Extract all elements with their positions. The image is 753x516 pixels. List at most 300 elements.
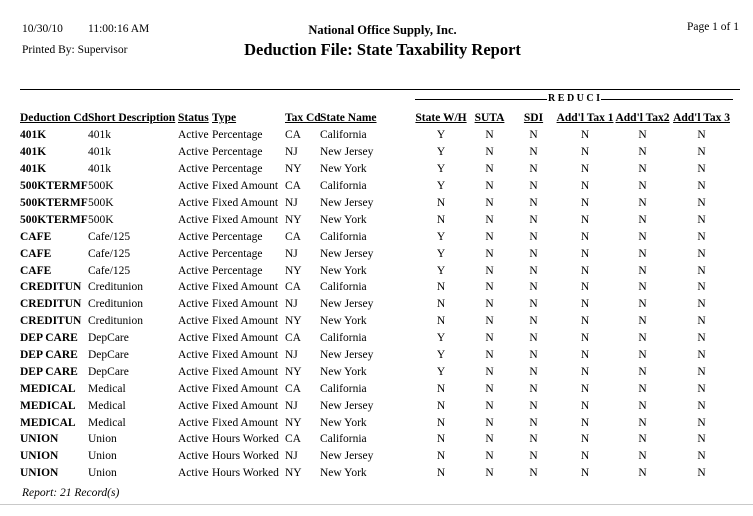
table-cell: 401k	[88, 146, 111, 159]
table-cell: N	[697, 163, 706, 176]
table-cell: N	[697, 264, 706, 277]
table-cell: New Jersey	[320, 450, 374, 463]
table-cell: N	[638, 281, 647, 294]
table-cell: California	[320, 180, 367, 193]
table-cell: Union	[88, 450, 117, 463]
table-cell: NY	[285, 365, 302, 378]
table-cell: NJ	[285, 298, 298, 311]
table-cell: N	[580, 467, 590, 480]
table-cell: N	[580, 315, 590, 328]
table-cell: Active	[178, 180, 209, 193]
table-cell: N	[638, 264, 647, 277]
table-cell: N	[485, 281, 494, 294]
table-cell: N	[529, 450, 538, 463]
table-cell: New York	[320, 163, 367, 176]
table-cell: N	[529, 433, 538, 446]
table-cell: Active	[178, 129, 209, 142]
table-cell: New York	[320, 213, 367, 226]
table-cell: N	[529, 332, 538, 345]
table-cell: N	[638, 365, 647, 378]
table-cell: Active	[178, 399, 209, 412]
table-cell: MEDICAL	[20, 399, 76, 412]
table-cell: N	[580, 180, 590, 193]
table-cell: N	[697, 197, 706, 209]
table-cell: N	[529, 467, 538, 480]
table-cell: DEP CARE	[20, 365, 78, 378]
table-cell: DepCare	[88, 349, 129, 362]
table-cell: Fixed Amount	[212, 197, 279, 209]
table-cell: Fixed Amount	[212, 349, 279, 362]
table-cell: N	[580, 399, 590, 412]
table-cell: Percentage	[212, 264, 263, 277]
table-cell: CREDITUN	[20, 298, 82, 311]
table-cell: N	[485, 416, 494, 429]
table-cell: New Jersey	[320, 146, 374, 159]
table-cell: N	[529, 315, 538, 328]
table-cell: NY	[285, 416, 302, 429]
table-cell: Hours Worked	[212, 433, 279, 446]
table-cell: New Jersey	[320, 399, 374, 412]
table-row	[20, 144, 733, 161]
table-cell: N	[580, 450, 590, 463]
table-cell: N	[697, 180, 706, 193]
table-cell: N	[485, 180, 494, 193]
table-cell: N	[580, 264, 590, 277]
table-cell: Fixed Amount	[212, 332, 279, 345]
table-cell: DEP CARE	[20, 349, 78, 362]
table-cell: N	[638, 349, 647, 362]
table-cell: Fixed Amount	[212, 298, 279, 311]
table-cell: Active	[178, 146, 209, 159]
page-number: Page 1 of 1	[686, 21, 739, 33]
table-cell: CA	[285, 230, 301, 243]
col-header-suta: SUTA	[474, 112, 505, 124]
table-cell: Fixed Amount	[212, 416, 279, 429]
table-cell: N	[529, 298, 538, 311]
table-row	[20, 363, 733, 380]
table-cell: N	[697, 349, 706, 362]
table-cell: N	[580, 433, 590, 446]
table-cell: Active	[178, 163, 209, 176]
table-cell: N	[697, 332, 706, 345]
table-cell: Cafe/125	[88, 264, 131, 277]
table-cell: N	[580, 247, 590, 260]
table-cell: N	[697, 230, 706, 243]
column-header-row	[20, 106, 733, 127]
table-cell: N	[638, 298, 647, 311]
table-cell: Active	[178, 467, 209, 480]
col-header-state-wh: State W/H	[415, 112, 467, 124]
table-cell: N	[638, 315, 647, 328]
table-cell: 401k	[88, 163, 111, 176]
table-cell: 500K	[88, 197, 114, 209]
table-cell: NJ	[285, 146, 298, 159]
table-cell: 500KTERMF	[20, 197, 88, 209]
table-cell: N	[697, 129, 706, 142]
table-cell: N	[436, 298, 446, 311]
table-cell: N	[529, 416, 538, 429]
table-cell: N	[485, 213, 494, 226]
table-cell: N	[697, 399, 706, 412]
table-cell: N	[436, 382, 446, 395]
table-cell: Creditunion	[88, 298, 143, 311]
table-cell: MEDICAL	[20, 382, 76, 395]
table-cell: Fixed Amount	[212, 399, 279, 412]
table-cell: N	[697, 213, 706, 226]
table-cell: N	[638, 467, 647, 480]
table-row	[20, 178, 733, 195]
record-count: Report: 21 Record(s)	[22, 487, 120, 499]
col-header-short-description: Short Description	[88, 112, 176, 124]
table-cell: NY	[285, 467, 302, 480]
table-row	[20, 313, 733, 330]
table-cell: N	[580, 230, 590, 243]
table-cell: Y	[436, 365, 446, 378]
table-cell: Percentage	[212, 129, 263, 142]
table-cell: N	[485, 365, 494, 378]
table-cell: N	[638, 197, 647, 209]
reduci-band	[415, 94, 733, 104]
table-cell: DepCare	[88, 332, 129, 345]
table-cell: N	[529, 213, 538, 226]
table-cell: 401K	[20, 129, 47, 142]
table-cell: Fixed Amount	[212, 180, 279, 193]
table-cell: New York	[320, 264, 367, 277]
table-cell: NJ	[285, 247, 298, 260]
table-cell: N	[485, 450, 494, 463]
table-row	[20, 465, 733, 482]
table-cell: N	[436, 281, 446, 294]
table-cell: N	[697, 416, 706, 429]
table-cell: N	[485, 264, 494, 277]
table-cell: Y	[436, 264, 446, 277]
table-cell: New Jersey	[320, 247, 374, 260]
table-cell: N	[580, 298, 590, 311]
col-header-state-name: State Name	[320, 112, 377, 124]
table-cell: Percentage	[212, 146, 263, 159]
group-header-row	[20, 92, 733, 106]
table-cell: N	[436, 467, 446, 480]
table-cell: N	[697, 467, 706, 480]
table-cell: California	[320, 281, 367, 294]
table-cell: Fixed Amount	[212, 382, 279, 395]
table-cell: N	[436, 315, 446, 328]
table-cell: N	[485, 129, 494, 142]
table-cell: California	[320, 382, 367, 395]
table-cell: N	[697, 315, 706, 328]
table-cell: Active	[178, 247, 209, 260]
table-cell: Active	[178, 416, 209, 429]
table-cell: Active	[178, 433, 209, 446]
table-cell: Active	[178, 365, 209, 378]
table-cell: N	[436, 450, 446, 463]
table-cell: Y	[436, 247, 446, 260]
col-header-tax-cd: Tax Cd	[285, 112, 321, 124]
col-header-addl-tax-1: Add'l Tax 1	[556, 112, 614, 124]
table-row	[20, 211, 733, 228]
table-cell: 401K	[20, 163, 47, 176]
table-cell: N	[529, 382, 538, 395]
table-row	[20, 296, 733, 313]
table-cell: N	[638, 332, 647, 345]
table-cell: N	[697, 433, 706, 446]
table-cell: New York	[320, 416, 367, 429]
table-cell: Creditunion	[88, 281, 143, 294]
table-cell: N	[580, 146, 590, 159]
table-cell: N	[529, 399, 538, 412]
print-date: 10/30/10	[22, 23, 63, 35]
table-cell: N	[529, 129, 538, 142]
table-cell: Percentage	[212, 230, 263, 243]
table-cell: N	[485, 298, 494, 311]
table-row	[20, 414, 733, 431]
table-cell: 500KTERMF	[20, 213, 88, 226]
group-header-spacer	[20, 92, 415, 106]
table-cell: Medical	[88, 416, 126, 429]
reduci-left-line	[415, 99, 547, 100]
table-cell: Active	[178, 281, 209, 294]
table-cell: New York	[320, 315, 367, 328]
table-cell: Y	[436, 332, 446, 345]
table-cell: N	[580, 382, 590, 395]
table-cell: Active	[178, 349, 209, 362]
table-cell: N	[485, 230, 494, 243]
table-cell: N	[485, 247, 494, 260]
table-cell: N	[638, 129, 647, 142]
table-cell: N	[580, 129, 590, 142]
table-cell: N	[485, 146, 494, 159]
table-cell: UNION	[20, 433, 59, 446]
table-cell: N	[638, 180, 647, 193]
col-header-status: Status	[178, 112, 209, 124]
table-cell: CAFE	[20, 230, 52, 243]
table-cell: NY	[285, 315, 302, 328]
table-cell: Fixed Amount	[212, 365, 279, 378]
table-cell: N	[529, 197, 538, 209]
table-cell: N	[529, 146, 538, 159]
table-cell: N	[529, 281, 538, 294]
table-cell: CAFE	[20, 264, 52, 277]
table-cell: Fixed Amount	[212, 213, 279, 226]
table-cell: Y	[436, 146, 446, 159]
deduction-table	[20, 92, 733, 482]
table-cell: N	[638, 433, 647, 446]
table-cell: CA	[285, 180, 301, 193]
table-cell: CREDITUN	[20, 281, 82, 294]
table-cell: N	[580, 349, 590, 362]
table-row	[20, 228, 733, 245]
table-row	[20, 279, 733, 296]
table-cell: N	[529, 365, 538, 378]
table-row	[20, 397, 733, 414]
table-cell: DepCare	[88, 365, 129, 378]
table-cell: 500K	[88, 180, 114, 193]
table-cell: CA	[285, 433, 301, 446]
table-cell: CA	[285, 129, 301, 142]
group-header-cell	[415, 92, 733, 106]
table-cell: N	[697, 146, 706, 159]
table-cell: Hours Worked	[212, 467, 279, 480]
table-cell: N	[638, 163, 647, 176]
table-cell: N	[436, 213, 446, 226]
table-cell: N	[485, 332, 494, 345]
table-cell: Hours Worked	[212, 450, 279, 463]
table-cell: Active	[178, 264, 209, 277]
table-cell: New York	[320, 365, 367, 378]
table-cell: Active	[178, 298, 209, 311]
table-cell: N	[697, 450, 706, 463]
print-time: 11:00:16 AM	[88, 23, 150, 35]
table-cell: Medical	[88, 399, 126, 412]
table-cell: N	[436, 416, 446, 429]
table-cell: NY	[285, 264, 302, 277]
table-cell: Active	[178, 450, 209, 463]
table-cell: Cafe/125	[88, 230, 131, 243]
table-row	[20, 127, 733, 144]
table-cell: N	[638, 450, 647, 463]
table-cell: Percentage	[212, 163, 263, 176]
table-cell: N	[485, 315, 494, 328]
table-cell: N	[485, 382, 494, 395]
table-cell: NJ	[285, 197, 298, 209]
table-cell: Percentage	[212, 247, 263, 260]
table-cell: Active	[178, 213, 209, 226]
table-cell: N	[580, 163, 590, 176]
header-rule	[20, 89, 740, 90]
table-cell: Active	[178, 382, 209, 395]
printed-by: Printed By: Supervisor	[22, 44, 128, 56]
company-name: National Office Supply, Inc.	[308, 23, 457, 37]
col-header-addl-tax-2: Add'l Tax2	[615, 112, 670, 124]
table-cell: Y	[436, 129, 446, 142]
table-cell: California	[320, 433, 367, 446]
table-cell: Active	[178, 230, 209, 243]
table-cell: NJ	[285, 349, 298, 362]
table-cell: 500K	[88, 213, 114, 226]
table-cell: N	[580, 197, 590, 209]
table-cell: N	[529, 230, 538, 243]
col-header-type: Type	[212, 112, 237, 124]
table-cell: Union	[88, 433, 117, 446]
col-header-addl-tax-3: Add'l Tax 3	[673, 112, 730, 124]
table-cell: N	[638, 213, 647, 226]
table-cell: Y	[436, 180, 446, 193]
table-cell: N	[580, 213, 590, 226]
table-cell: N	[529, 163, 538, 176]
col-header-deduction-cd: Deduction Cd	[20, 112, 89, 124]
table-cell: Union	[88, 467, 117, 480]
table-cell: N	[580, 332, 590, 345]
table-cell: 401K	[20, 146, 47, 159]
table-cell: Y	[436, 163, 446, 176]
table-cell: N	[436, 433, 446, 446]
table-cell: 401k	[88, 129, 111, 142]
table-cell: Active	[178, 197, 209, 209]
table-cell: Medical	[88, 382, 126, 395]
table-cell: N	[580, 416, 590, 429]
table-cell: New Jersey	[320, 298, 374, 311]
table-row	[20, 380, 733, 397]
table-cell: CA	[285, 332, 301, 345]
table-cell: N	[485, 399, 494, 412]
table-cell: CREDITUN	[20, 315, 82, 328]
table-cell: Active	[178, 332, 209, 345]
table-cell: 500KTERMF	[20, 180, 88, 193]
table-cell: N	[697, 365, 706, 378]
table-cell: NJ	[285, 450, 298, 463]
table-cell: N	[436, 197, 446, 209]
table-cell: NY	[285, 213, 302, 226]
table-cell: N	[580, 281, 590, 294]
table-row	[20, 262, 733, 279]
table-cell: N	[638, 146, 647, 159]
table-cell: California	[320, 230, 367, 243]
table-cell: Active	[178, 315, 209, 328]
table-cell: UNION	[20, 450, 59, 463]
table-cell: N	[529, 247, 538, 260]
table-row	[20, 245, 733, 262]
table-row	[20, 330, 733, 347]
table-cell: CAFE	[20, 247, 52, 260]
table-cell: N	[638, 230, 647, 243]
table-cell: N	[697, 298, 706, 311]
table-cell: Fixed Amount	[212, 281, 279, 294]
table-row	[20, 431, 733, 448]
table-cell: Y	[436, 349, 446, 362]
table-row	[20, 448, 733, 465]
table-cell: N	[697, 281, 706, 294]
col-header-sdi: SDI	[523, 112, 544, 124]
table-cell: N	[638, 247, 647, 260]
table-row	[20, 195, 733, 212]
table-cell: N	[638, 399, 647, 412]
table-cell: N	[529, 180, 538, 193]
reduci-label: R E D U C I	[548, 93, 600, 104]
table-cell: N	[638, 416, 647, 429]
table-cell: CA	[285, 382, 301, 395]
table-cell: N	[529, 349, 538, 362]
table-cell: N	[436, 399, 446, 412]
table-cell: N	[485, 197, 494, 209]
table-cell: N	[485, 349, 494, 362]
table-row	[20, 347, 733, 364]
table-cell: N	[485, 467, 494, 480]
reduci-right-line	[601, 99, 733, 100]
table-cell: Y	[436, 230, 446, 243]
table-cell: California	[320, 332, 367, 345]
table-cell: Cafe/125	[88, 247, 131, 260]
table-cell: CA	[285, 281, 301, 294]
table-row	[20, 161, 733, 178]
table-cell: N	[580, 365, 590, 378]
table-cell: NY	[285, 163, 302, 176]
table-cell: New Jersey	[320, 349, 374, 362]
table-cell: California	[320, 129, 367, 142]
table-cell: Creditunion	[88, 315, 143, 328]
table-cell: N	[697, 247, 706, 260]
table-cell: N	[485, 433, 494, 446]
table-cell: N	[697, 382, 706, 395]
table-cell: N	[529, 264, 538, 277]
table-body	[20, 127, 733, 482]
table-cell: N	[485, 163, 494, 176]
table-cell: NJ	[285, 399, 298, 412]
page-bottom-edge	[0, 504, 753, 505]
report-title: Deduction File: State Taxability Report	[244, 40, 521, 59]
table-cell: New Jersey	[320, 197, 374, 209]
table-cell: N	[638, 382, 647, 395]
table-cell: MEDICAL	[20, 416, 76, 429]
